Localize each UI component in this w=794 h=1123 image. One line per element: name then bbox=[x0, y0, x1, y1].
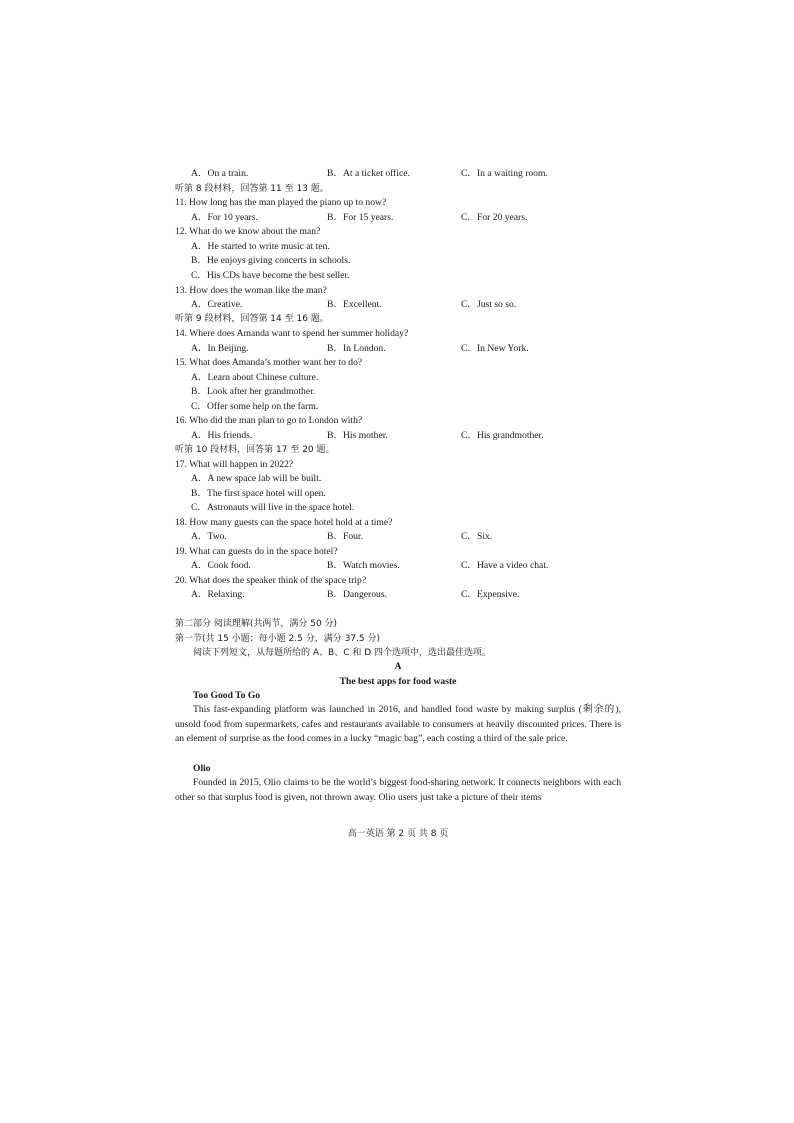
passage-letter: A bbox=[394, 661, 402, 672]
q19-option-a: A．Cook food. bbox=[191, 560, 251, 571]
q16-stem: 16. Who did the man plan to go to London with? bbox=[175, 415, 363, 426]
q13-stem: 13. How does the woman like the man? bbox=[175, 285, 327, 296]
q15-stem: 15. What does Amanda’s mother want her to do? bbox=[175, 357, 363, 368]
q12-option-c: C．His CDs have become the best seller. bbox=[191, 270, 350, 281]
q10-option-a: A．On a train. bbox=[191, 168, 249, 179]
q16-option-c: C．His grandmother. bbox=[461, 430, 544, 441]
section-9-instruction: 听第 9 段材料，回答第 14 至 16 题。 bbox=[175, 314, 329, 324]
q13-option-a: A．Creative. bbox=[191, 299, 243, 310]
q20-option-b: B．Dangerous. bbox=[327, 589, 387, 600]
q10-option-c: C．In a waiting room. bbox=[461, 168, 548, 179]
page-footer: 高一英语 第 2 页 共 8 页 bbox=[347, 829, 449, 839]
q17-option-b: B．The first space hotel will open. bbox=[191, 488, 326, 499]
app2-paragraph: Founded in 2015, Olio claims to be the world’s biggest food-sharing network. It connects neighbors with each other so that surplus food is given, not thrown away. Olio users just take a picture of their items bbox=[175, 777, 621, 803]
q20-option-c: C．Expensive. bbox=[461, 589, 520, 600]
q18-option-a: A．Two. bbox=[191, 531, 227, 542]
q11-stem: 11. How long has the man played the piano up to now? bbox=[175, 197, 387, 208]
q11-option-a: A．For 10 years. bbox=[191, 212, 258, 223]
q13-option-b: B．Excellent. bbox=[327, 299, 382, 310]
q14-option-a: A．In Beijing. bbox=[191, 343, 249, 354]
q12-option-b: B．He enjoys giving concerts in schools. bbox=[191, 255, 351, 266]
q17-option-a: A．A new space lab will be built. bbox=[191, 473, 322, 484]
q18-stem: 18. How many guests can the space hotel hold at a time? bbox=[175, 517, 393, 528]
q13-option-c: C．Just so so. bbox=[461, 299, 517, 310]
q14-option-b: B．In London. bbox=[327, 343, 386, 354]
q17-option-c: C．Astronauts will live in the space hotel. bbox=[191, 502, 355, 513]
q11-option-c: C．For 20 years. bbox=[461, 212, 528, 223]
app1-paragraph: This fast-expanding platform was launched in 2016, and handled food waste by making surplus (剩余的), unsold food from supermarkets, cafes and restaurants available to consumers at heavily discounted prices. There is an element of surprise as the food comes in a lucky “magic bag”, each costing a third of the sale price. bbox=[175, 704, 621, 745]
q10-option-b: B．At a ticket office. bbox=[327, 168, 410, 179]
q19-option-b: B．Watch movies. bbox=[327, 560, 400, 571]
part2-section1: 第一节(共 15 小题；每小题 2.5 分，满分 37.5 分) bbox=[175, 634, 380, 644]
q17-stem: 17. What will happen in 2022? bbox=[175, 459, 294, 470]
section-10-instruction: 听第 10 段材料，回答第 17 至 20 题。 bbox=[175, 445, 335, 455]
q11-option-b: B．For 15 years. bbox=[327, 212, 394, 223]
q16-option-a: A．His friends. bbox=[191, 430, 253, 441]
q19-stem: 19. What can guests do in the space hotel? bbox=[175, 546, 338, 557]
q14-stem: 14. Where does Amanda want to spend her summer holiday? bbox=[175, 328, 409, 339]
q12-option-a: A．He started to write music at ten. bbox=[191, 241, 330, 252]
section-8-instruction: 听第 8 段材料，回答第 11 至 13 题。 bbox=[175, 184, 329, 194]
q20-stem: 20. What does the speaker think of the space trip? bbox=[175, 575, 367, 586]
app1-name: Too Good To Go bbox=[193, 690, 261, 701]
q15-option-a: A．Learn about Chinese culture. bbox=[191, 372, 319, 383]
q14-option-c: C．In New York. bbox=[461, 343, 529, 354]
q12-stem: 12. What do we know about the man? bbox=[175, 226, 321, 237]
app2-name: Olio bbox=[193, 763, 211, 774]
q18-option-b: B．Four. bbox=[327, 531, 363, 542]
q15-option-b: B．Look after her grandmother. bbox=[191, 386, 316, 397]
q18-option-c: C．Six. bbox=[461, 531, 493, 542]
q19-option-c: C．Have a video chat. bbox=[461, 560, 549, 571]
passage-title: The best apps for food waste bbox=[339, 676, 457, 687]
part2-instruction: 阅读下列短文，从每题所给的 A、B、C 和 D 四个选项中，选出最佳选项。 bbox=[193, 648, 491, 658]
q20-option-a: A．Relaxing. bbox=[191, 589, 245, 600]
q15-option-c: C．Offer some help on the farm. bbox=[191, 401, 319, 412]
part2-title: 第二部分 阅读理解(共两节，满分 50 分) bbox=[175, 619, 338, 629]
q16-option-b: B．His mother. bbox=[327, 430, 388, 441]
